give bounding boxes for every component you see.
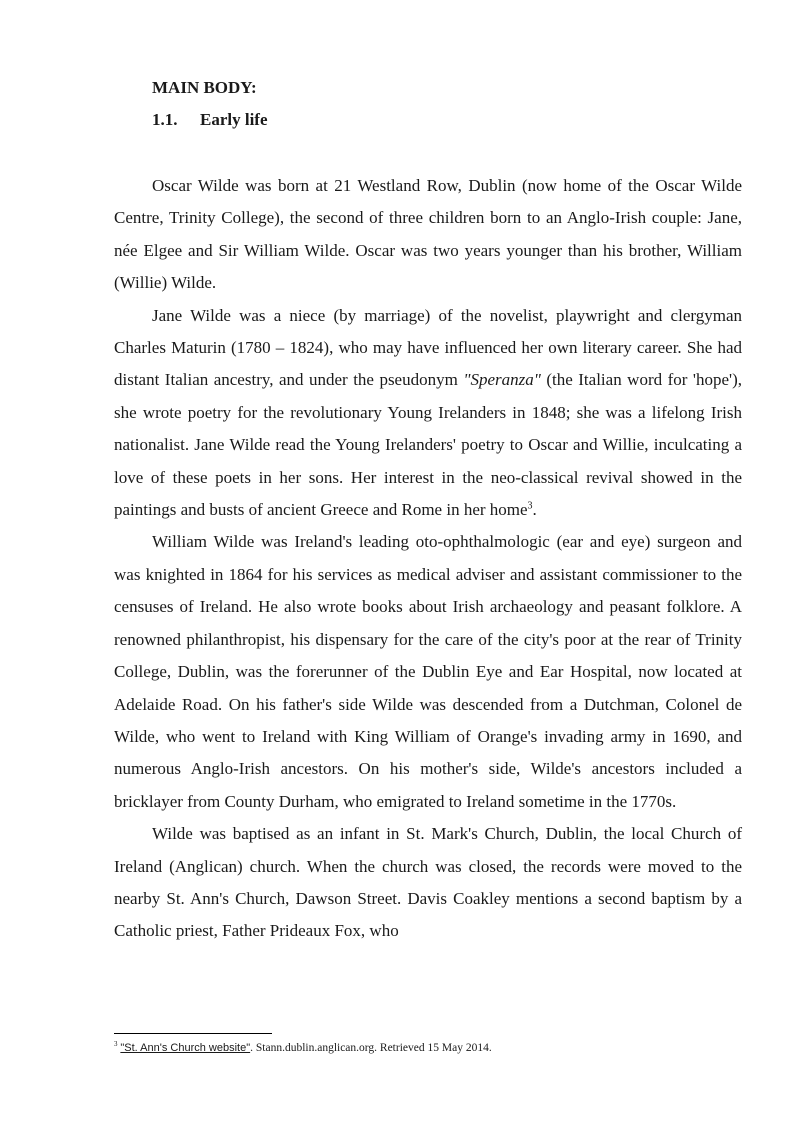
paragraph-jane-wilde-end: . xyxy=(532,500,537,520)
paragraph-baptism: Wilde was baptised as an infant in St. Mark's Church, Dublin, the local Church of Ireland (Anglican) church. When the church was closed, the records were moved to the nearby St. Ann's Church, Dawson Street. Davis Coakley mentions a second baptism by a Catholic priest, Father Prideaux Fox, who xyxy=(114,824,742,941)
footnote-link[interactable]: "St. Ann's Church website" xyxy=(120,1042,251,1054)
section-title: Early life xyxy=(200,110,268,129)
paragraph-jane-wilde-text: Jane Wilde was a niece (by marriage) of the novelist, playwright and clergyman Charles Maturin (1780 – 1824), who may have influenced her own literary career. She had distant Italian ancestry, and under the pseudonym xyxy=(114,305,742,390)
section-heading xyxy=(152,110,268,130)
paragraph-jane-wilde-text-cont: (the Italian word for 'hope'), she wrote poetry for the revolutionary Young Irelanders in 1848; she was a lifelong Irish nationalist. Jane Wilde read the Young Irelanders' poetry to Oscar and Willie, inculcating a love of these poets in her sons. Her interest in the neo-classical revival showed in the paintings and busts of ancient Greece and Rome in her home xyxy=(114,370,742,520)
main-body-heading: MAIN BODY: xyxy=(152,78,257,97)
footnote-number: 3 xyxy=(114,1040,118,1049)
paragraph-william-wilde: William Wilde was Ireland's leading oto-ophthalmologic (ear and eye) surgeon and was knighted in 1864 for his services as medical adviser and assistant commissioner to the censuses of Ireland. He also wrote books about Irish archaeology and peasant folklore. A renowned philanthropist, his dispensary for the care of the city's poor at the rear of Trinity College, Dublin, was the forerunner of the Dublin Eye and Ear Hospital, now located at Adelaide Road. On his father's side Wilde was descended from a Dutchman, Colonel de Wilde, who went to Ireland with King William of Orange's invading army in 1690, and numerous Anglo-Irish ancestors. On his mother's side, Wilde's ancestors included a bricklayer from County Durham, who emigrated to Ireland sometime in the 1770s. xyxy=(114,532,742,811)
footnote-reference[interactable]: 3 xyxy=(527,500,533,512)
footnote-source: . Stann.dublin.anglican.org. Retrieved 15 May 2014. xyxy=(250,1042,492,1054)
section-number: 1.1. xyxy=(152,110,178,129)
body-text xyxy=(114,170,742,948)
footnote-separator xyxy=(114,1033,272,1034)
footnote xyxy=(114,1040,754,1056)
pseudonym-italic: "Speranza" xyxy=(463,370,541,390)
paragraph-birth: Oscar Wilde was born at 21 Westland Row, Dublin (now home of the Oscar Wilde Centre, Trinity College), the second of three children born to an Anglo-Irish couple: Jane, née Elgee and Sir William Wilde. Oscar was two years younger than his brother, William (Willie) Wilde. xyxy=(114,176,742,293)
paragraph-jane-wilde xyxy=(114,300,742,527)
